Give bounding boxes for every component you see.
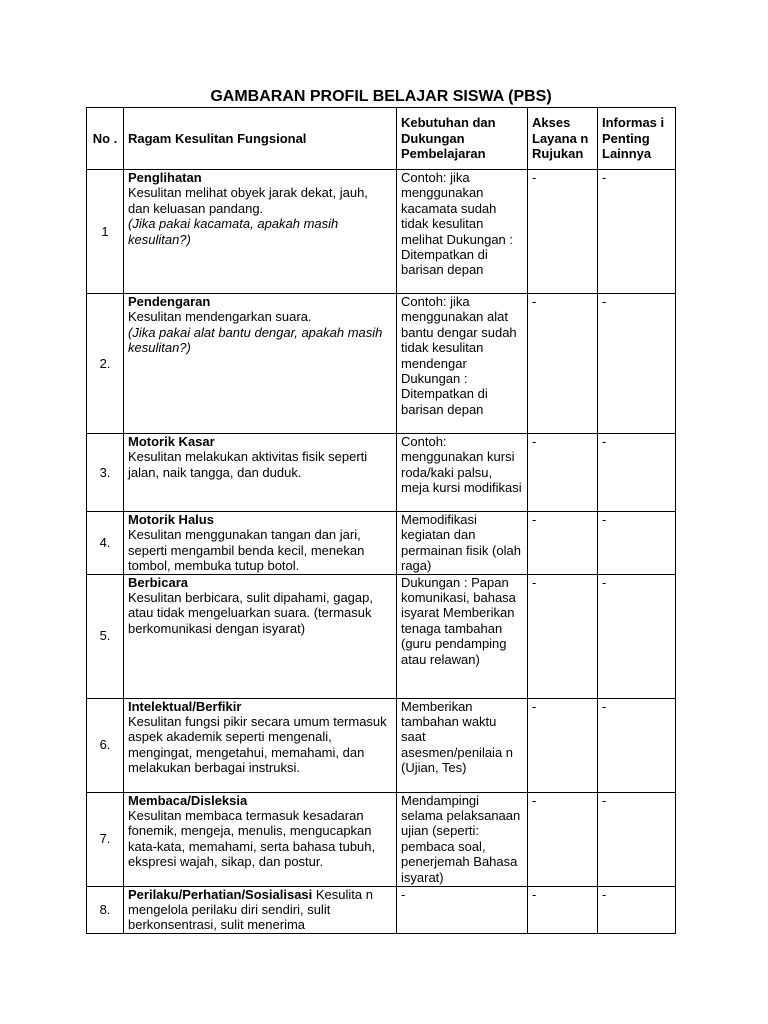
info-cell: - bbox=[598, 170, 676, 294]
akses-cell: - bbox=[528, 698, 598, 792]
akses-cell: - bbox=[528, 294, 598, 434]
akses-cell: - bbox=[528, 886, 598, 933]
ragam-cell bbox=[124, 886, 397, 933]
ragam-description: Kesulitan membaca termasuk kesadaran fonemik, mengeja, menulis, mengucapkan kata-kata, memahami, serta bahasa tubuh, ekspresi wajah, sikap, dan postur. bbox=[128, 808, 376, 870]
ragam-cell bbox=[124, 512, 397, 575]
info-cell: - bbox=[598, 434, 676, 512]
ragam-title: Motorik Halus bbox=[128, 512, 214, 527]
ragam-cell bbox=[124, 698, 397, 792]
ragam-title: Motorik Kasar bbox=[128, 434, 215, 449]
ragam-description: Kesulita n mengelola perilaku diri sendiri, sulit berkonsentrasi, sulit menerima bbox=[128, 886, 373, 933]
header-kebutuhan: Kebutuhan dan Dukungan Pembelajaran bbox=[397, 108, 528, 170]
ragam-description: Kesulitan melihat obyek jarak dekat, jauh, dan keluasan pandang. bbox=[128, 185, 368, 216]
header-akses: Akses Layana n Rujukan bbox=[528, 108, 598, 170]
header-info: Informas i Penting Lainnya bbox=[598, 108, 676, 170]
ragam-cell bbox=[124, 434, 397, 512]
table-row bbox=[87, 434, 676, 512]
ragam-title: Membaca/Disleksia bbox=[128, 792, 248, 808]
ragam-title: Penglihatan bbox=[128, 170, 202, 185]
kebutuhan-cell: Memodifikasi kegiatan dan permainan fisik (olah raga) bbox=[397, 512, 528, 575]
row-number: 1 bbox=[87, 170, 124, 294]
table-row bbox=[87, 792, 676, 886]
ragam-note: (Jika pakai alat bantu dengar, apakah masih kesulitan?) bbox=[128, 324, 383, 356]
info-cell: - bbox=[598, 294, 676, 434]
header-ragam: Ragam Kesulitan Fungsional bbox=[124, 108, 397, 170]
table-header-row bbox=[87, 108, 676, 170]
akses-cell: - bbox=[528, 792, 598, 886]
ragam-description: Kesulitan melakukan aktivitas fisik seperti jalan, naik tangga, dan duduk. bbox=[128, 449, 368, 480]
row-number: 3. bbox=[87, 434, 124, 512]
table-row bbox=[87, 698, 676, 792]
ragam-description: Kesulitan mendengarkan suara. bbox=[128, 309, 312, 325]
table-row bbox=[87, 512, 676, 575]
document-title: GAMBARAN PROFIL BELAJAR SISWA (PBS) bbox=[210, 88, 552, 105]
akses-cell: - bbox=[528, 512, 598, 575]
info-cell: - bbox=[598, 512, 676, 575]
ragam-note: (Jika pakai kacamata, apakah masih kesulitan?) bbox=[128, 216, 339, 247]
ragam-cell bbox=[124, 574, 397, 698]
ragam-title: Berbicara bbox=[128, 574, 188, 590]
row-number: 6. bbox=[87, 698, 124, 792]
info-cell: - bbox=[598, 574, 676, 698]
ragam-title: Intelektual/Berfikir bbox=[128, 698, 242, 714]
kebutuhan-cell: - bbox=[397, 886, 528, 933]
akses-cell: - bbox=[528, 434, 598, 512]
kebutuhan-cell: Dukungan : Papan komunikasi, bahasa isyarat Memberikan tenaga tambahan (guru pendamping atau relawan) bbox=[397, 574, 528, 698]
ragam-cell bbox=[124, 792, 397, 886]
ragam-cell bbox=[124, 170, 397, 294]
table-row bbox=[87, 294, 676, 434]
row-number: 2. bbox=[87, 294, 124, 434]
info-cell: - bbox=[598, 792, 676, 886]
kebutuhan-cell: Contoh: menggunakan kursi roda/kaki palsu, meja kursi modifikasi bbox=[397, 434, 528, 512]
ragam-description: Kesulitan berbicara, sulit dipahami, gagap, atau tidak mengeluarkan suara. (termasuk berkomunikasi dengan isyarat) bbox=[128, 590, 373, 636]
row-number: 5. bbox=[87, 574, 124, 698]
akses-cell: - bbox=[528, 170, 598, 294]
info-cell: - bbox=[598, 698, 676, 792]
header-no: No . bbox=[87, 108, 124, 170]
akses-cell: - bbox=[528, 574, 598, 698]
row-number: 8. bbox=[87, 886, 124, 933]
table-row bbox=[87, 886, 676, 933]
kebutuhan-cell: Contoh: jika menggunakan alat bantu dengar sudah tidak kesulitan mendengar Dukungan : Ditempatkan di barisan depan bbox=[397, 294, 528, 434]
table-row bbox=[87, 170, 676, 294]
row-number: 7. bbox=[87, 792, 124, 886]
row-number: 4. bbox=[87, 512, 124, 575]
table-row bbox=[87, 574, 676, 698]
kebutuhan-cell: Memberikan tambahan waktu saat asesmen/penilaia n (Ujian, Tes) bbox=[397, 698, 528, 792]
kebutuhan-cell: Contoh: jika menggunakan kacamata sudah tidak kesulitan melihat Dukungan : Ditempatkan di barisan depan bbox=[397, 170, 528, 294]
info-cell: - bbox=[598, 886, 676, 933]
ragam-title: Pendengaran bbox=[128, 294, 211, 309]
profile-table bbox=[86, 107, 676, 934]
ragam-title: Perilaku/Perhatian/Sosialisasi bbox=[128, 886, 313, 902]
kebutuhan-cell: Mendampingi selama pelaksanaan ujian (seperti: pembaca soal, penerjemah Bahasa isyarat) bbox=[397, 792, 528, 886]
ragam-description: Kesulitan menggunakan tangan dan jari, seperti mengambil benda kecil, menekan tombol, membuka tutup botol. bbox=[128, 527, 365, 574]
ragam-description: Kesulitan fungsi pikir secara umum termasuk aspek akademik seperti mengenali, mengingat, mengetahui, memahami, dan melakukan berbagai instruksi. bbox=[128, 714, 387, 776]
ragam-cell bbox=[124, 294, 397, 434]
